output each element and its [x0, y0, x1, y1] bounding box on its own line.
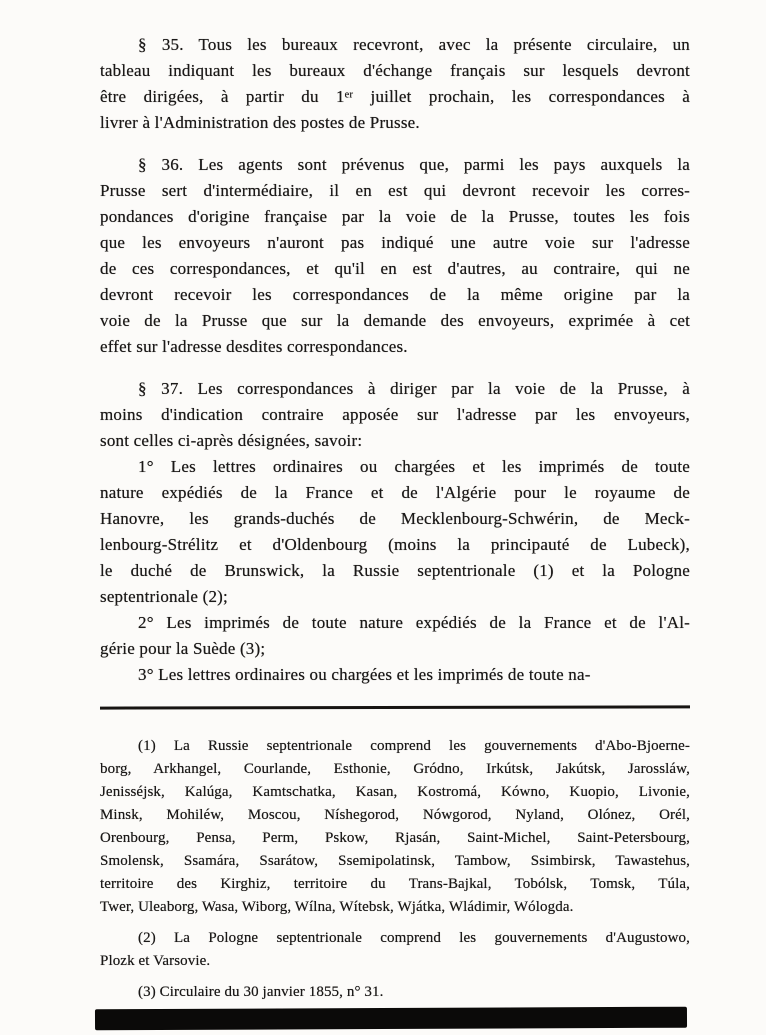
text-line: moins d'indication contraire apposée sur l'adresse par les envoyeurs, — [100, 405, 690, 424]
text-line: Orenbourg, Pensa, Perm, Pskow, Rjasán, Saint-Michel, Saint-Petersbourg, — [100, 830, 690, 846]
text-line: nature expédiés de la France et de l'Algérie pour le royaume de — [100, 483, 690, 502]
text-line: 3° Les lettres ordinaires ou chargées et les imprimés de toute na- — [138, 665, 591, 684]
text-line: pondances d'origine française par la voie de la Prusse, toutes les fois — [100, 207, 690, 226]
text-line: 1° Les lettres ordinaires ou chargées et les imprimés de toute — [138, 457, 690, 476]
footnote-1 — [100, 735, 690, 919]
text-line: § 35. Tous les bureaux recevront, avec la présente circulaire, un — [138, 35, 690, 54]
list-item-2 — [100, 610, 690, 662]
text-line: lenbourg-Strélitz et d'Oldenbourg (moins la principauté de Lubeck), — [100, 535, 690, 554]
paragraph-section-37 — [100, 376, 690, 454]
text-line: le duché de Brunswick, la Russie septentrionale (1) et la Pologne — [100, 561, 690, 580]
text-line: Smolensk, Ssamára, Ssarátow, Ssemipolatinsk, Tambow, Ssimbirsk, Tawastehus, — [100, 853, 690, 869]
text-line: Jenisséjsk, Kalúga, Kamtschatka, Kasan, Kostromá, Kówno, Kuopio, Livonie, — [100, 784, 690, 800]
text-line: borg, Arkhangel, Courlande, Esthonie, Gródno, Irkútsk, Jakútsk, Jarossláw, — [100, 761, 690, 777]
text-line: livrer à l'Administration des postes de Prusse. — [100, 113, 420, 132]
text-line: voie de la Prusse que sur la demande des envoyeurs, exprimée à cet — [100, 311, 690, 330]
main-text — [100, 32, 690, 688]
text-line: (1) La Russie septentrionale comprend les gouvernements d'Abo-Bjoerne- — [138, 738, 690, 754]
text-line: être dirigées, à partir du 1ᵉʳ juillet prochain, les correspondances à — [100, 87, 690, 106]
text-line: Minsk, Mohiléw, Moscou, Níshegorod, Nówgorod, Nyland, Olónez, Orél, — [100, 807, 690, 823]
text-line: tableau indiquant les bureaux d'échange français sur lesquels devront — [100, 61, 690, 80]
text-line: de ces correspondances, et qu'il en est d'autres, au contraire, qui ne — [100, 259, 690, 278]
text-line: Twer, Uleaborg, Wasa, Wiborg, Wílna, Wítebsk, Wjátka, Wládimir, Wólogda. — [100, 899, 574, 915]
text-line: sont celles ci-après désignées, savoir: — [100, 431, 363, 450]
text-line: Hanovre, les grands-duchés de Mecklenbourg-Schwérin, de Meck- — [100, 509, 690, 528]
text-line: (3) Circulaire du 30 janvier 1855, n° 31. — [138, 984, 384, 1000]
text-line: Prusse sert d'intermédiaire, il en est qui devront recevoir les corres- — [100, 181, 690, 200]
text-line: territoire des Kirghiz, territoire du Trans-Bajkal, Tobólsk, Tomsk, Túla, — [100, 876, 690, 892]
text-line: § 36. Les agents sont prévenus que, parmi les pays auxquels la — [138, 155, 690, 174]
text-line: gérie pour la Suède (3); — [100, 639, 266, 658]
scan-artifact-bar — [95, 1007, 687, 1031]
paragraph-section-35 — [100, 32, 690, 136]
text-line: (2) La Pologne septentrionale comprend les gouvernements d'Augustowo, — [138, 930, 690, 946]
paragraph-section-36 — [100, 152, 690, 360]
footnote-3 — [100, 981, 690, 1004]
text-line: effet sur l'adresse desdites correspondances. — [100, 337, 408, 356]
text-line: 2° Les imprimés de toute nature expédiés de la France et de l'Al- — [138, 613, 690, 632]
text-line: § 37. Les correspondances à diriger par la voie de la Prusse, à — [138, 379, 690, 398]
text-line: devront recevoir les correspondances de la même origine par la — [100, 285, 690, 304]
text-line: Plozk et Varsovie. — [100, 953, 211, 969]
list-item-3 — [100, 662, 690, 688]
list-item-1 — [100, 454, 690, 610]
footnotes-block — [100, 735, 690, 1004]
text-line: septentrionale (2); — [100, 587, 228, 606]
text-line: que les envoyeurs n'auront pas indiqué une autre voie sur l'adresse — [100, 233, 690, 252]
footnote-separator-rule — [100, 705, 690, 709]
footnote-2 — [100, 927, 690, 973]
